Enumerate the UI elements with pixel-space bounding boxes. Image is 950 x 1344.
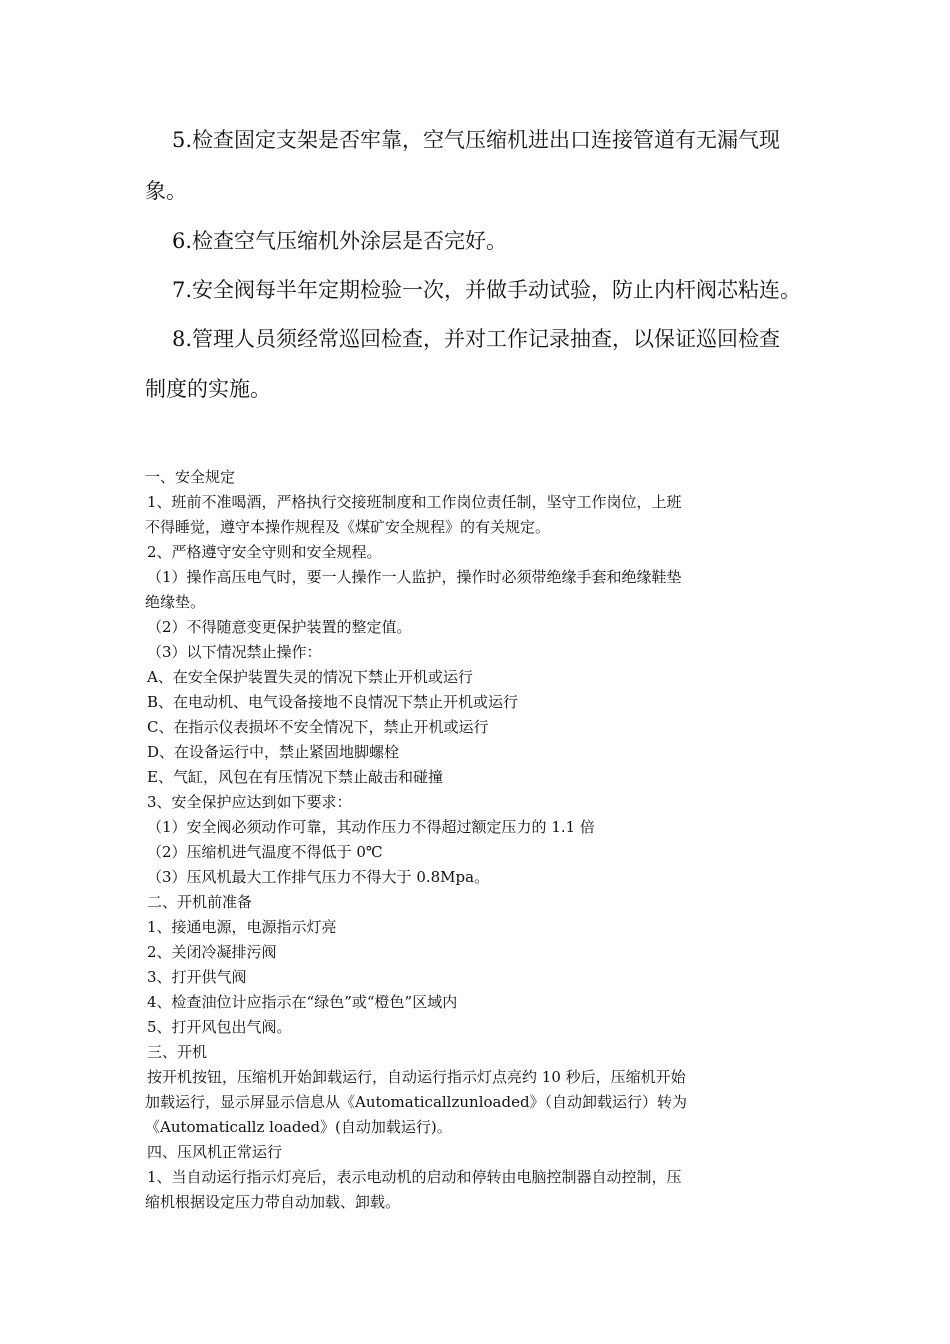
rule-3-line2: 加载运行，显示屏显示信息从《Automaticallzunloaded》（自动卸载运行）转为 <box>145 1093 688 1111</box>
rule-1-2-3: （3）以下情况禁止操作： <box>147 643 322 661</box>
rule-1-1-line1: 1、班前不准喝酒，严格执行交接班制度和工作岗位责任制，坚守工作岗位，上班 <box>147 493 682 511</box>
item-5-line1: 5.检查固定支架是否牢靠，空气压缩机进出口连接管道有无漏气现 <box>172 128 781 152</box>
rule-1-1-line2: 不得睡觉，遵守本操作规程及《煤矿安全规程》的有关规定。 <box>145 518 551 536</box>
item-6: 6.检查空气压缩机外涂层是否完好。 <box>172 229 508 253</box>
rule-1-2-1-line2: 绝缘垫。 <box>145 593 206 611</box>
rule-4-1-line2: 缩机根据设定压力带自动加载、卸载。 <box>145 1193 401 1211</box>
rule-1-2-1-line1: （1）操作高压电气时，要一人操作一人监护，操作时必须带绝缘手套和绝缘鞋垫 <box>147 568 682 586</box>
rule-1-3-1: （1）安全阀必须动作可靠，其动作压力不得超过额定压力的 1.1 倍 <box>147 818 595 836</box>
rule-1-2: 2、严格遵守安全守则和安全规程。 <box>147 543 382 561</box>
item-7: 7.安全阀每半年定期检验一次，并做手动试验，防止内杆阀芯粘连。 <box>172 278 802 302</box>
rule-2-3: 3、打开供气阀 <box>147 968 247 986</box>
rule-1-C: C、在指示仪表损坏不安全情况下，禁止开机或运行 <box>147 718 489 736</box>
rule-2-1: 1、接通电源，电源指示灯亮 <box>147 918 337 936</box>
rule-1-2-2: （2）不得随意变更保护装置的整定值。 <box>147 618 412 636</box>
rule-1-B: B、在电动机、电气设备接地不良情况下禁止开机或运行 <box>147 693 519 711</box>
section-4-title: 四、压风机正常运行 <box>147 1143 283 1161</box>
item-8-line2: 制度的实施。 <box>145 377 271 401</box>
rule-4-1-line1: 1、当自动运行指示灯亮后，表示电动机的启动和停转由电脑控制器自动控制，压 <box>147 1168 682 1186</box>
rule-1-D: D、在设备运行中，禁止紧固地脚螺栓 <box>147 743 400 761</box>
rule-3-line3: 《Automaticallz loaded》(自动加载运行)。 <box>145 1118 452 1136</box>
item-8-line1: 8.管理人员须经常巡回检查，并对工作记录抽查，以保证巡回检查 <box>172 327 781 351</box>
item-5-line2: 象。 <box>145 179 187 203</box>
rule-2-4: 4、检查油位计应指示在“绿色”或“橙色”区域内 <box>147 993 458 1011</box>
rule-2-2: 2、关闭冷凝排污阀 <box>147 943 277 961</box>
rule-3-line1: 按开机按钮，压缩机开始卸载运行，自动运行指示灯点亮约 10 秒后，压缩机开始 <box>147 1068 686 1086</box>
rule-1-E: E、气缸，风包在有压情况下禁止敲击和碰撞 <box>147 768 443 786</box>
section-3-title: 三、开机 <box>147 1043 208 1061</box>
section-1-title: 一、安全规定 <box>145 468 236 486</box>
rule-1-3-2: （2）压缩机进气温度不得低于 0℃ <box>147 843 383 861</box>
section-2-title: 二、开机前准备 <box>147 893 253 911</box>
rule-2-5: 5、打开风包出气阀。 <box>147 1018 292 1036</box>
rule-1-A: A、在安全保护装置失灵的情况下禁止开机或运行 <box>147 668 473 686</box>
rule-1-3: 3、安全保护应达到如下要求： <box>147 793 352 811</box>
rule-1-3-3: （3）压风机最大工作排气压力不得大于 0.8Mpa。 <box>147 868 490 886</box>
